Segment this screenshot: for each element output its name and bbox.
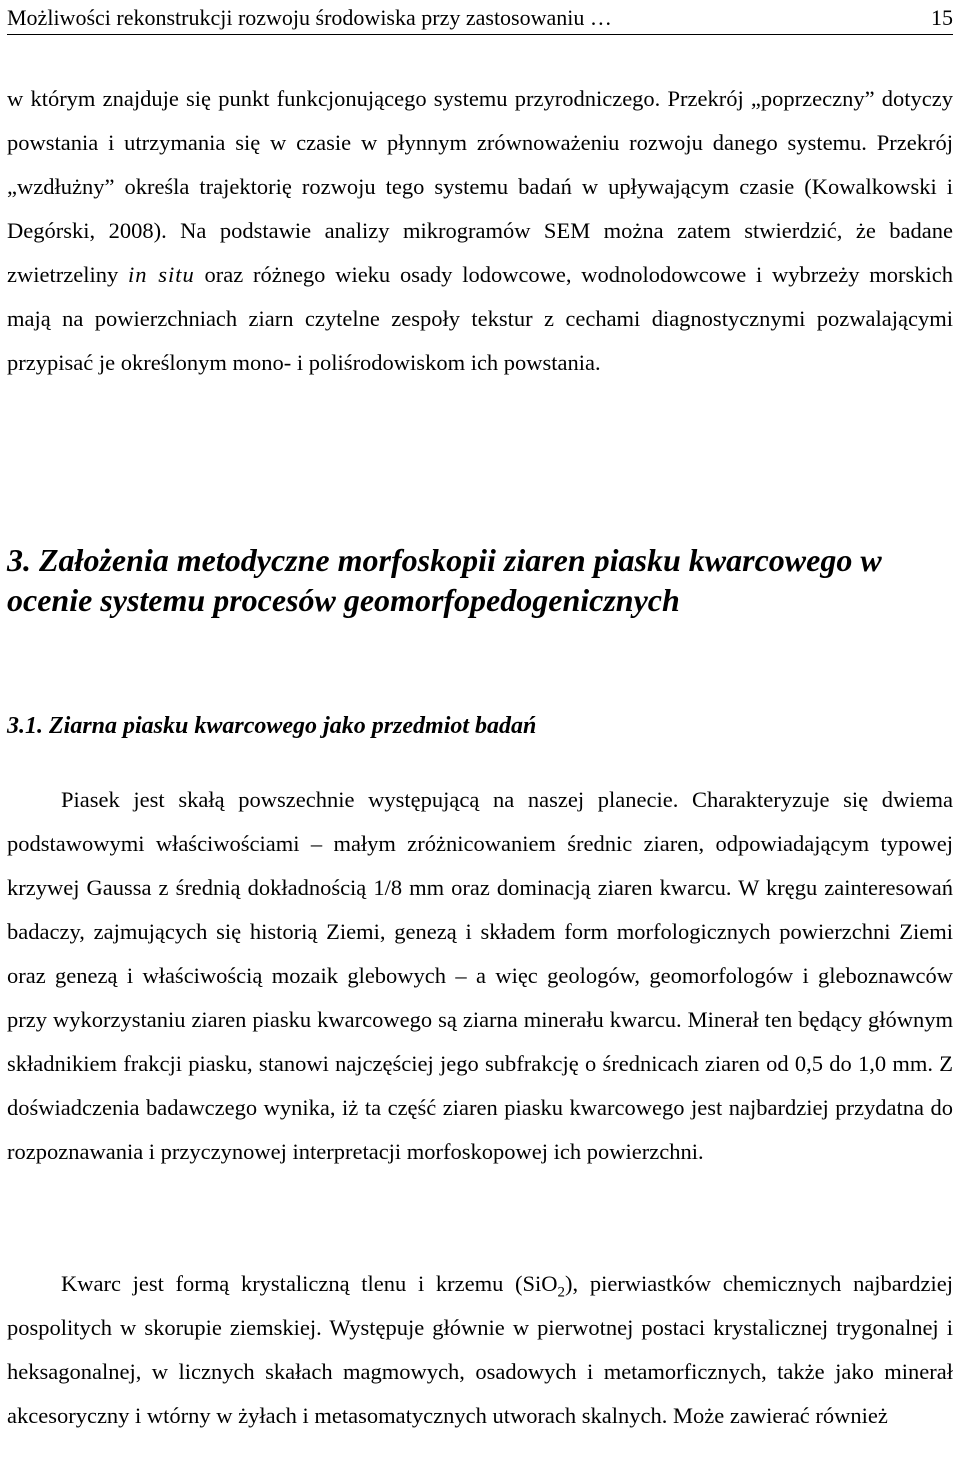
paragraph-3-text-a: Kwarc jest formą krystaliczną tlenu i krzemu (SiO bbox=[61, 1271, 558, 1296]
running-header bbox=[7, 2, 953, 35]
paragraph-2: Piasek jest skałą powszechnie występującą na naszej planecie. Charakteryzuje się dwiema podstawowymi właściwościami – małym zróżnicowaniem średnic ziaren, odpowiadającym typowej krzywej Gaussa z średnią dokładnością 1/8 mm oraz dominacją ziaren kwarcu. W kręgu zainteresowań badaczy, zajmujących się historią Ziemi, genezą i składem form morfologicznych powierzchni Ziemi oraz genezą i właściwością mozaik glebowych – a więc geologów, geomorfologów i gleboznawców przy wykorzystaniu ziaren piasku kwarcowego są ziarna minerału kwarcu. Minerał ten będący głównym składnikiem frakcji piasku, stanowi najczęściej jego subfrakcję o średnicach ziaren od 0,5 do 1,0 mm. Z doświadczenia badawczego wynika, iż ta część ziaren piasku kwarcowego jest najbardziej przydatna do rozpoznawania i przyczynowej interpretacji morfoskopowej ich powierzchni. bbox=[7, 787, 953, 1164]
paragraph-3-text-b: ), pierwiastków chemicznych najbardziej pospolitych w skorupie ziemskiej. Występuje głównie w pierwotnej postaci krystalicznej trygonalnej i heksagonalnej, w licznych skałach magmowych, osadowych i metamorficznych, także jako minerał akcesoryczny i wtórny w żyłach i metasomatycznych utworach skalnych. Może zawierać również bbox=[7, 1271, 954, 1428]
paragraph-1-text-b: oraz różnego wieku osady lodowcowe, wodnolodowcowe i wybrzeży morskich mają na powierzchniach ziarn czytelne zespoły tekstur z cechami diagnostycznymi pozwalającymi przypisać je określonym mono- i poliśrodowiskom ich powstania. bbox=[7, 262, 953, 375]
paragraph-1-italic-term: in situ bbox=[127, 262, 195, 287]
paragraph-1 bbox=[7, 77, 953, 385]
page-number: 15 bbox=[931, 5, 953, 30]
subsection-heading: 3.1. Ziarna piasku kwarcowego jako przedmiot badań bbox=[7, 713, 537, 739]
paragraph-1-text-a: w którym znajduje się punkt funkcjonującego systemu przyrodniczego. Przekrój „poprzeczny” dotyczy powstania i utrzymania się w czasie w płynnym zrównoważeniu rozwoju danego systemu. Przekrój „wzdłużny” określa trajektorię rozwoju tego systemu badań w upływającym czasie (Kowalkowski i Degórski, 2008). Na podstawie analizy mikrogramów SEM można zatem stwierdzić, że badane zwietrzeliny bbox=[7, 86, 953, 287]
paragraph-3-subscript: 2 bbox=[557, 1284, 566, 1301]
running-header-title: Możliwości rekonstrukcji rozwoju środowiska przy zastosowaniu … bbox=[7, 5, 612, 30]
paragraph-3 bbox=[7, 1262, 953, 1438]
section-heading: 3. Założenia metodyczne morfoskopii ziaren piasku kwarcowego w ocenie systemu procesów geomorfopedogenicznych bbox=[7, 542, 882, 618]
